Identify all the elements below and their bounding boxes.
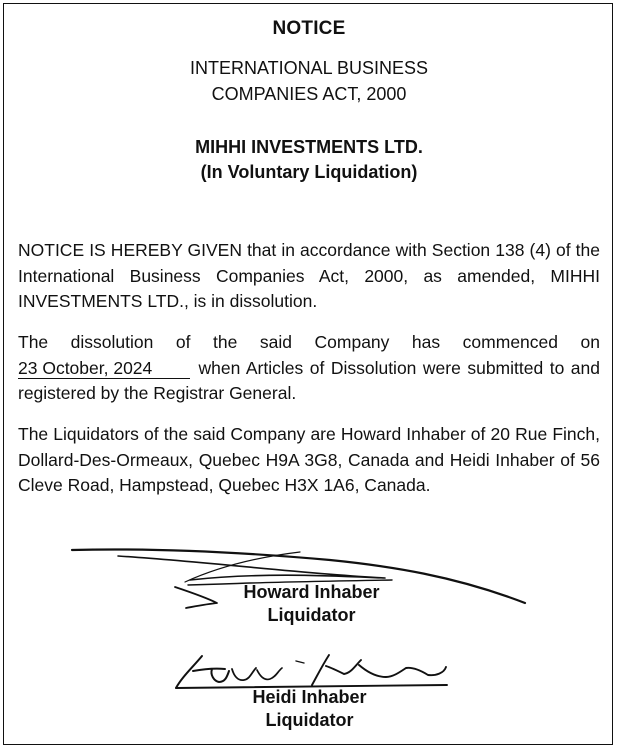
notice-title: NOTICE (272, 18, 346, 39)
signatory-heidi-role: Liquidator (265, 710, 354, 730)
dissolution-date: 23 October, 2024 (18, 358, 190, 379)
act-name-line1: INTERNATIONAL BUSINESS (189, 58, 429, 78)
company-status: (In Voluntary Liquidation) (200, 162, 418, 182)
paragraph-text-before-date: The dissolution of the said Company has commenced on (18, 332, 600, 352)
signatory-heidi-name: Heidi Inhaber (252, 687, 367, 707)
signatory-howard-role: Liquidator (267, 605, 356, 625)
signatory-howard-name: Howard Inhaber (243, 582, 380, 602)
paragraph-dissolution-notice: NOTICE IS HEREBY GIVEN that in accordance with Section 138 (4) of the International Business Companies Act, 2000, as amended, MIHHI INVESTMENTS LTD., is in dissolution. (18, 240, 600, 312)
paragraph-liquidators: The Liquidators of the said Company are Howard Inhaber of 20 Rue Finch, Dollard-Des-Ormeaux, Quebec H9A 3G8, Canada and Heidi Inhaber of 56 Cleve Road, Hampstead, Quebec H3X 1A6, Canada. (18, 424, 600, 496)
act-name-line2: COMPANIES ACT, 2000 (211, 84, 407, 104)
company-name: MIHHI INVESTMENTS LTD. (195, 137, 423, 157)
paragraph-text-after-date: when Articles of Dissolution were submitted to and registered by the Registrar General. (18, 357, 600, 404)
paragraph-dissolution-date (18, 330, 600, 407)
